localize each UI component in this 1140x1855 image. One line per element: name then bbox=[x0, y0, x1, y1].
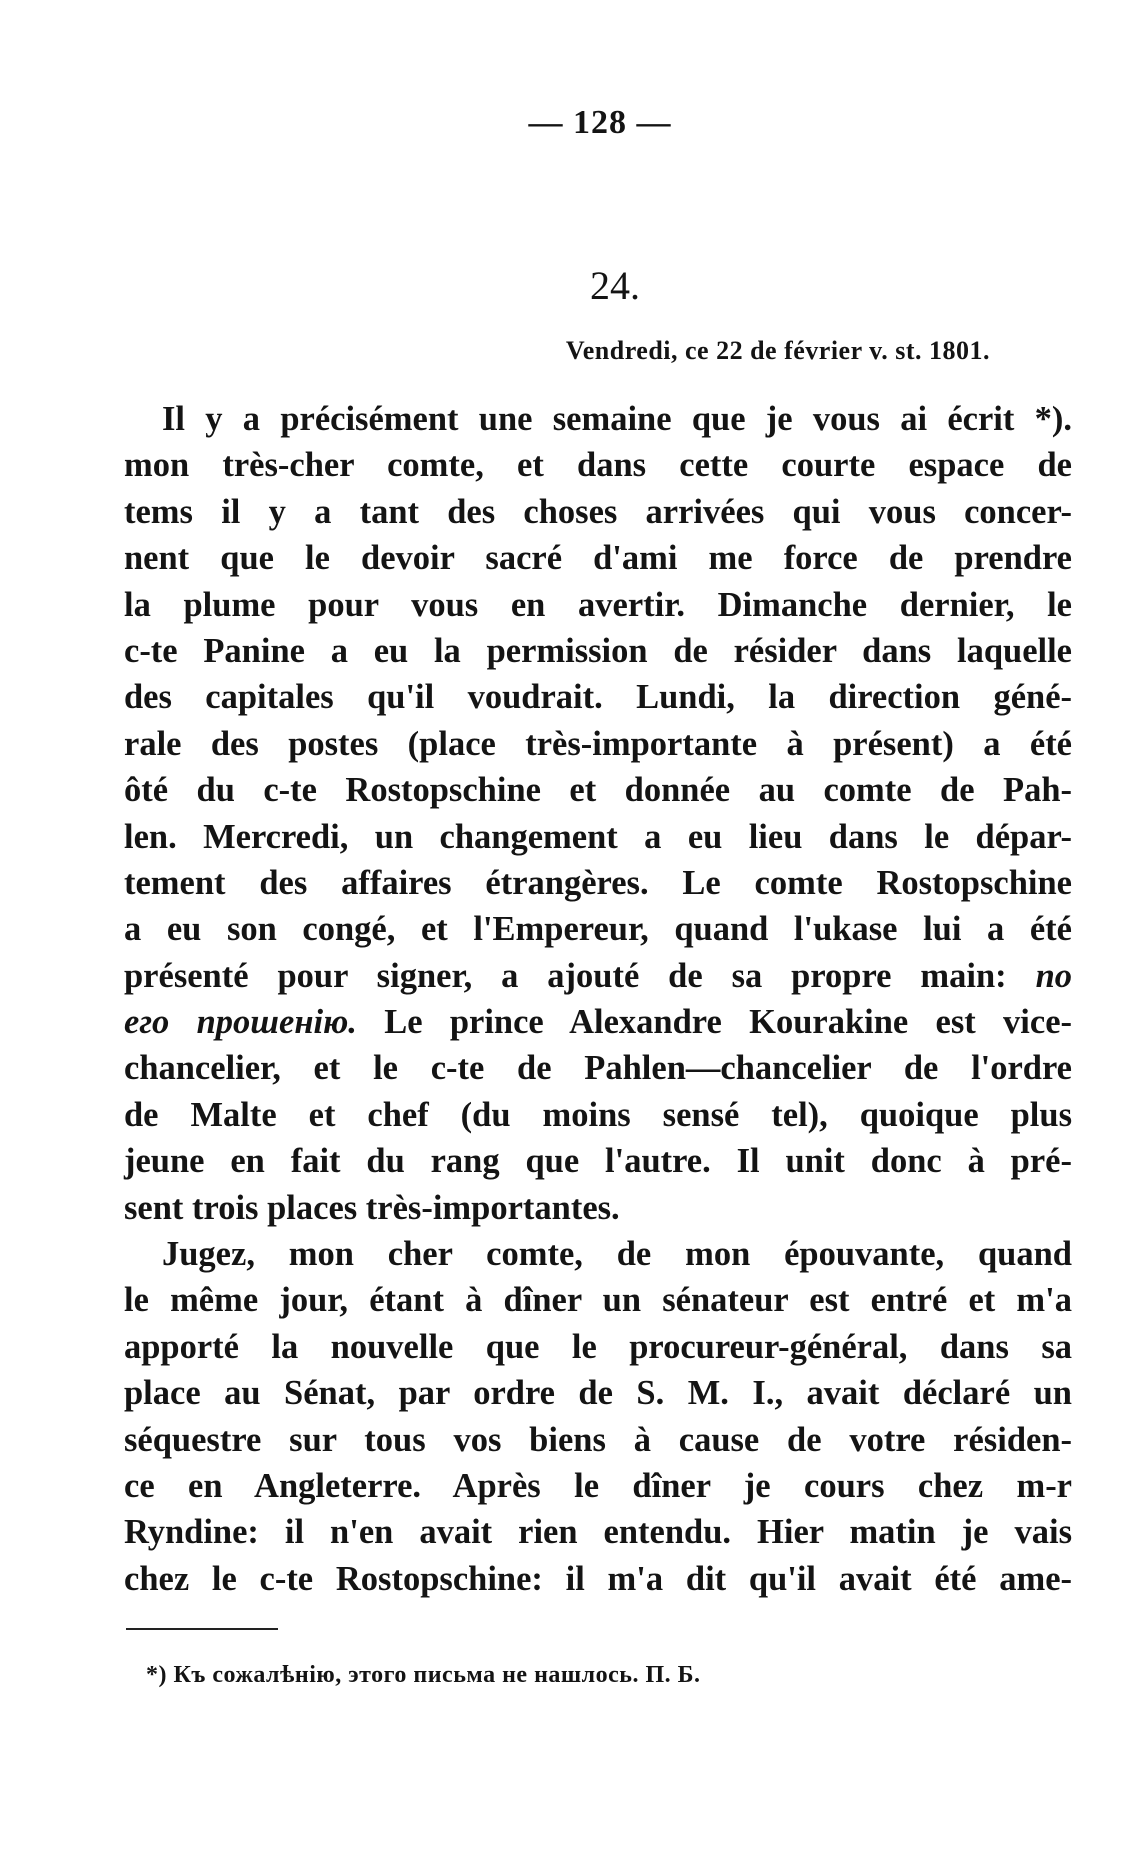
text-segment: présenté pour signer, a ajouté de sa propre main: bbox=[124, 956, 1007, 995]
text-line: Jugez, mon cher comte, de mon épouvante, quand bbox=[162, 1235, 1072, 1274]
text-line: la plume pour vous en avertir. Dimanche dernier, le bbox=[124, 585, 1072, 624]
text-line: a eu son congé, et l'Empereur, quand l'ukase lui a été bbox=[124, 910, 1072, 949]
text-line: place au Sénat, par ordre de S. M. I., avait déclaré un bbox=[124, 1374, 1072, 1413]
text-line: rale des postes (place très-importante à présent) a été bbox=[124, 724, 1072, 763]
text-line: chancelier, et le c-te de Pahlen—chancelier de l'ordre bbox=[124, 1049, 1072, 1088]
footnote-separator bbox=[126, 1628, 278, 1630]
footnote: *) Къ сожалѣнію, этого письма не нашлось. П. Б. bbox=[146, 1662, 701, 1688]
letter-number: 24. bbox=[590, 263, 640, 308]
text-segment: Le prince Alexandre Kourakine est vice- bbox=[384, 1003, 1073, 1042]
letter-body bbox=[124, 396, 1072, 1602]
text-line: des capitales qu'il voudrait. Lundi, la direction géné- bbox=[124, 678, 1072, 717]
text-line: chez le c-te Rostopschine: il m'a dit qu'il avait été ame- bbox=[124, 1559, 1072, 1598]
text-line: jeune en fait du rang que l'autre. Il unit donc à pré- bbox=[124, 1142, 1072, 1181]
text-line: apporté la nouvelle que le procureur-général, dans sa bbox=[124, 1327, 1072, 1366]
text-line: ôté du c-te Rostopschine et donnée au comte de Pah- bbox=[124, 771, 1072, 810]
text-line: le même jour, étant à dîner un sénateur est entré et m'a bbox=[124, 1281, 1072, 1320]
text-line: mon très-cher comte, et dans cette courte espace de bbox=[124, 446, 1072, 485]
text-line: Il y a précisément une semaine que je vous ai écrit *). bbox=[162, 400, 1072, 438]
text-line: de Malte et chef (du moins sensé tel), quoique plus bbox=[124, 1095, 1072, 1134]
text-line: tement des affaires étrangères. Le comte Rostopschine bbox=[124, 863, 1072, 902]
text-line bbox=[124, 953, 1072, 999]
text-line: ce en Angleterre. Après le dîner je cours chez m-r bbox=[124, 1466, 1072, 1505]
text-line: len. Mercredi, un changement a eu lieu dans le dépar- bbox=[124, 817, 1072, 856]
text-line: c-te Panine a eu la permission de résider dans laquelle bbox=[124, 631, 1072, 670]
dateline: Vendredi, ce 22 de février v. st. 1801. bbox=[565, 336, 990, 365]
text-line: Ryndine: il n'en avait rien entendu. Hier matin je vais bbox=[124, 1513, 1072, 1552]
text-line: sent trois places très-importantes. bbox=[124, 1188, 620, 1227]
text-line: tems il y a tant des choses arrivées qui vous concer- bbox=[124, 492, 1072, 531]
russian-italic-phrase: по bbox=[1035, 956, 1073, 995]
text-line: séquestre sur tous vos biens à cause de votre résiden- bbox=[124, 1420, 1072, 1459]
russian-italic-phrase: его прошенію. bbox=[124, 1003, 357, 1042]
text-line bbox=[124, 999, 1072, 1045]
text-line: nent que le devoir sacré d'ami me force de prendre bbox=[124, 539, 1072, 578]
page-number: — 128 — bbox=[528, 104, 672, 141]
